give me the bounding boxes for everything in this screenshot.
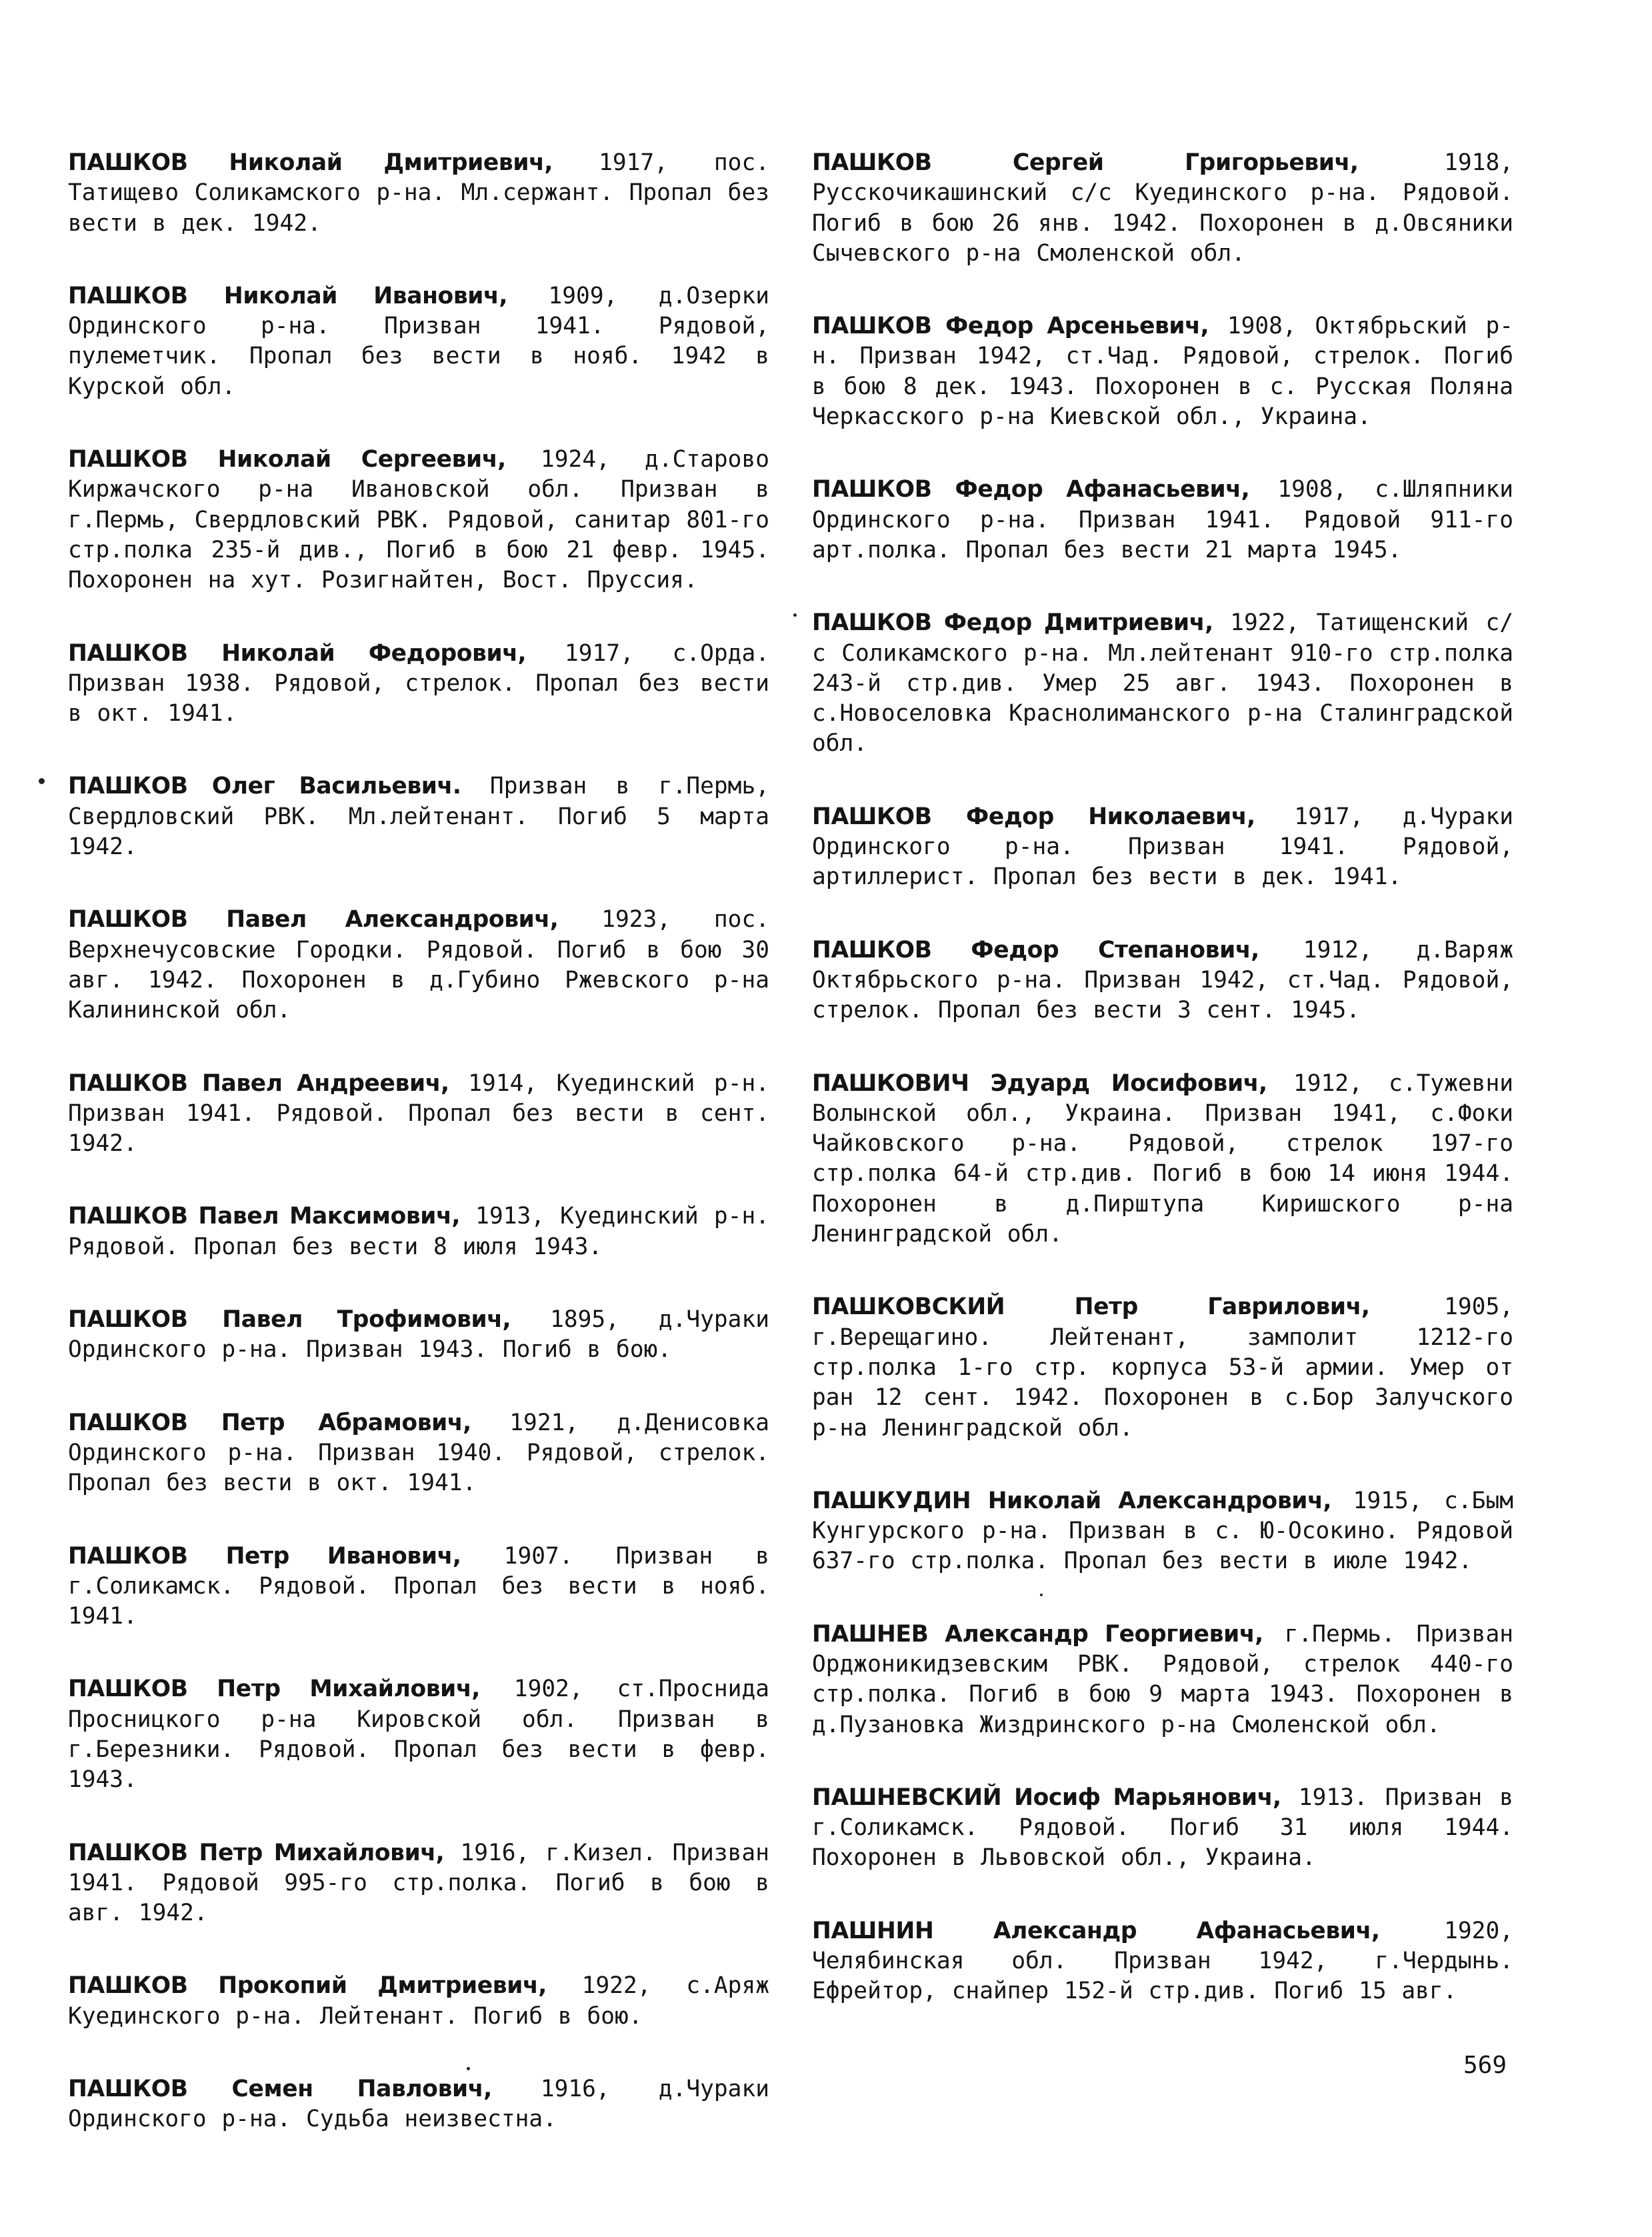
entry [812,935,1513,1026]
scan-speck [1040,1594,1043,1596]
entry [68,281,769,402]
entry-name: ПАШКУДИН Николай Александрович, [812,1487,1332,1514]
entry-name: ПАШНИН Александр Афанасьевич, [812,1917,1380,1944]
entry [812,475,1513,565]
entry [812,1069,1513,1250]
entry [812,1783,1513,1874]
entry-text: 1920, Челябинская обл. Призван 1942, г.Чердынь. Ефрейтор, снайпер 152-й стр.див. Погиб 15 авг. [812,1917,1513,2005]
entry-name: ПАШКОВ Олег Васильевич. [68,773,461,800]
entry [812,1486,1513,1577]
entry-text: 1908, с.Шляпники Ординского р-на. Призван 1941. Рядовой 911-го арт.полка. Пропал без вести 21 марта 1945. [812,476,1513,563]
entry [68,1838,769,1929]
entry [68,1674,769,1795]
entry [68,1305,769,1366]
entry-text: 1923, пос. Верхнечусовские Городки. Рядовой. Погиб в бою 30 авг. 1942. Похоронен в д.Губино Ржевского р-на Калининской обл. [68,906,769,1024]
entry [68,445,769,595]
entry [68,2074,769,2135]
entry-text: 1895, д.Чураки Ординского р-на. Призван 1943. Погиб в бою. [68,1306,769,1364]
entry [68,1971,769,2032]
entry-text: 1905, г.Верещагино. Лейтенант, замполит 1212-го стр.полка 1-го стр. корпуса 53-й армии. Умер от ран 12 сент. 1942. Похоронен в с.Бор Залучского р-на Ленинградской обл. [812,1294,1513,1442]
left-column [68,148,769,2178]
entry-text: 1913. Призван в г.Соликамск. Рядовой. Погиб 31 июля 1944. Похоронен в Львовской обл., Украина. [812,1784,1513,1872]
entry-name: ПАШКОВ Павел Трофимович, [68,1306,511,1334]
scan-speck [467,2067,470,2070]
entry-text: 1907. Призван в г.Соликамск. Рядовой. Пропал без вести в нояб. 1941. [68,1542,769,1630]
entry-name: ПАШКОВ Павел Андреевич, [68,1069,449,1097]
entry-name: ПАШКОВ Федор Арсеньевич, [812,313,1209,340]
scan-speck [39,778,45,784]
entry [68,639,769,729]
entry-text: 1908, Октябрьский р-н. Призван 1942, ст.Чад. Рядовой, стрелок. Погиб в бою 8 дек. 1943. Похоронен в с. Русская Поляна Черкасского р-на Киевской обл., Украина. [812,313,1513,431]
entry-text: 1922, с.Аряж Куединского р-на. Лейтенант. Погиб в бою. [68,1972,769,2030]
entry-text: 1916, д.Чураки Ординского р-на. Судьба неизвестна. [68,2076,769,2133]
entry [812,148,1513,269]
entry [68,1542,769,1632]
entry [68,1069,769,1160]
entry-text: 1917, с.Орда. Призван 1938. Рядовой, стрелок. Пропал без вести в окт. 1941. [68,639,769,727]
entry [68,771,769,862]
entry-text: 1917, пос. Татищево Соликамского р-на. Мл.сержант. Пропал без вести в дек. 1942. [68,149,769,237]
entry-name: ПАШКОВ Прокопий Дмитриевич, [68,1972,547,2000]
entry-name: ПАШКОВ Николай Федорович, [68,639,527,667]
right-column [812,148,1513,2050]
entry-text: 1918, Русскочикашинский с/с Куединского р-на. Рядовой. Погиб в бою 26 янв. 1942. Похоронен в д.Овсяники Сычевского р-на Смоленской обл. [812,149,1513,267]
entry-text: 1921, д.Денисовка Ординского р-на. Призван 1940. Рядовой, стрелок. Пропал без вести в окт. 1941. [68,1409,769,1497]
entry-name: ПАШКОВ Федор Афанасьевич, [812,476,1250,503]
entry [68,148,769,239]
entry-name: ПАШКОВ Сергей Григорьевич, [812,149,1359,176]
entry-name: ПАШКОВ Павел Александрович, [68,906,559,933]
entry-text: 1922, Татищенский с/с Соликамского р-на. Мл.лейтенант 910-го стр.полка 243-й стр.див. Умер 25 авг. 1943. Похоронен в с.Новоселовка Краснолиманского р-на Сталинградской обл. [812,609,1513,757]
entry-text: 1912, с.Тужевни Волынской обл., Украина. Призван 1941, с.Фоки Чайковского р-на. Рядовой, стрелок 197-го стр.полка 64-й стр.див. Погиб в бою 14 июня 1944. Похоронен в д.Пирштупа Киришского р-на Ленинградской обл. [812,1069,1513,1248]
entry-text: 1915, с.Бым Кунгурского р-на. Призван в с. Ю-Осокино. Рядовой 637-го стр.полка. Пропал без вести в июле 1942. [812,1487,1513,1575]
scan-speck [793,613,797,617]
entry-text: 1914, Куединский р-н. Призван 1941. Рядовой. Пропал без вести в сент. 1942. [68,1069,770,1158]
entry-name: ПАШНЕВСКИЙ Иосиф Марьянович, [812,1784,1281,1811]
entry [812,1620,1513,1740]
entry [68,1408,769,1499]
entry-name: ПАШКОВ Федор Николаевич, [812,803,1255,830]
entry-text: Призван в г.Пермь, Свердловский РВК. Мл.лейтенант. Погиб 5 марта 1942. [68,773,769,861]
entry-name: ПАШКОВ Семен Павлович, [68,2076,492,2103]
entry-name: ПАШКОВ Петр Иванович, [68,1542,461,1570]
entry [812,311,1513,432]
entry-name: ПАШКОВ Павел Максимович, [68,1203,461,1230]
entry-name: ПАШКОВ Николай Сергеевич, [68,446,506,473]
entry-text: 1924, д.Старово Киржачского р-на Ивановской обл. Призван в г.Пермь, Свердловский РВК. Рядовой, санитар 801-го стр.полка 235-й див., Погиб в бою 21 февр. 1945. Похоронен на хут. Розигнайтен, Вост. Пруссия. [68,446,769,594]
entry-text: 1912, д.Варяж Октябрьского р-на. Призван 1942, ст.Чад. Рядовой, стрелок. Пропал без вести 3 сент. 1945. [812,936,1513,1024]
entry-name: ПАШКОВСКИЙ Петр Гаврилович, [812,1294,1370,1321]
entry [68,905,769,1025]
entry-text: 1902, ст.Проснида Просницкого р-на Кировской обл. Призван в г.Березники. Рядовой. Пропал без вести в февр. 1943. [68,1676,769,1794]
entry [812,608,1513,759]
entry-name: ПАШНЕВ Александр Георгиевич, [812,1620,1263,1648]
entry [812,1292,1513,1443]
entry-name: ПАШКОВ Федор Дмитриевич, [812,609,1213,637]
entry-text: 1916, г.Кизел. Призван 1941. Рядовой 995-го стр.полка. Погиб в бою в авг. 1942. [68,1839,769,1927]
page-number: 569 [1463,2052,1507,2079]
entry-text: 1909, д.Озерки Ординского р-на. Призван 1941. Рядовой, пулеметчик. Пропал без вести в нояб. 1942 в Курской обл. [68,282,769,400]
entry-text: 1913, Куединский р-н. Рядовой. Пропал без вести 8 июля 1943. [68,1203,769,1260]
entry [68,1202,769,1262]
entry-name: ПАШКОВ Петр Абрамович, [68,1409,471,1436]
entry-name: ПАШКОВ Николай Иванович, [68,282,508,309]
entry-name: ПАШКОВ Петр Михайлович, [68,1839,445,1866]
entry-text: г.Пермь. Призван Орджоникидзевским РВК. Рядовой, стрелок 440-го стр.полка. Погиб в бою 9 марта 1943. Похоронен в д.Пузановка Жиздринского р-на Смоленской обл. [812,1620,1513,1738]
entry [812,802,1513,893]
entry-name: ПАШКОВ Николай Дмитриевич, [68,149,553,176]
entry [812,1916,1513,2007]
entry-name: ПАШКОВ Петр Михайлович, [68,1676,480,1703]
entry-name: ПАШКОВ Федор Степанович, [812,936,1259,963]
entry-name: ПАШКОВИЧ Эдуард Иосифович, [812,1069,1267,1097]
entry-text: 1917, д.Чураки Ординского р-на. Призван 1941. Рядовой, артиллерист. Пропал без вести в дек. 1941. [812,803,1513,891]
